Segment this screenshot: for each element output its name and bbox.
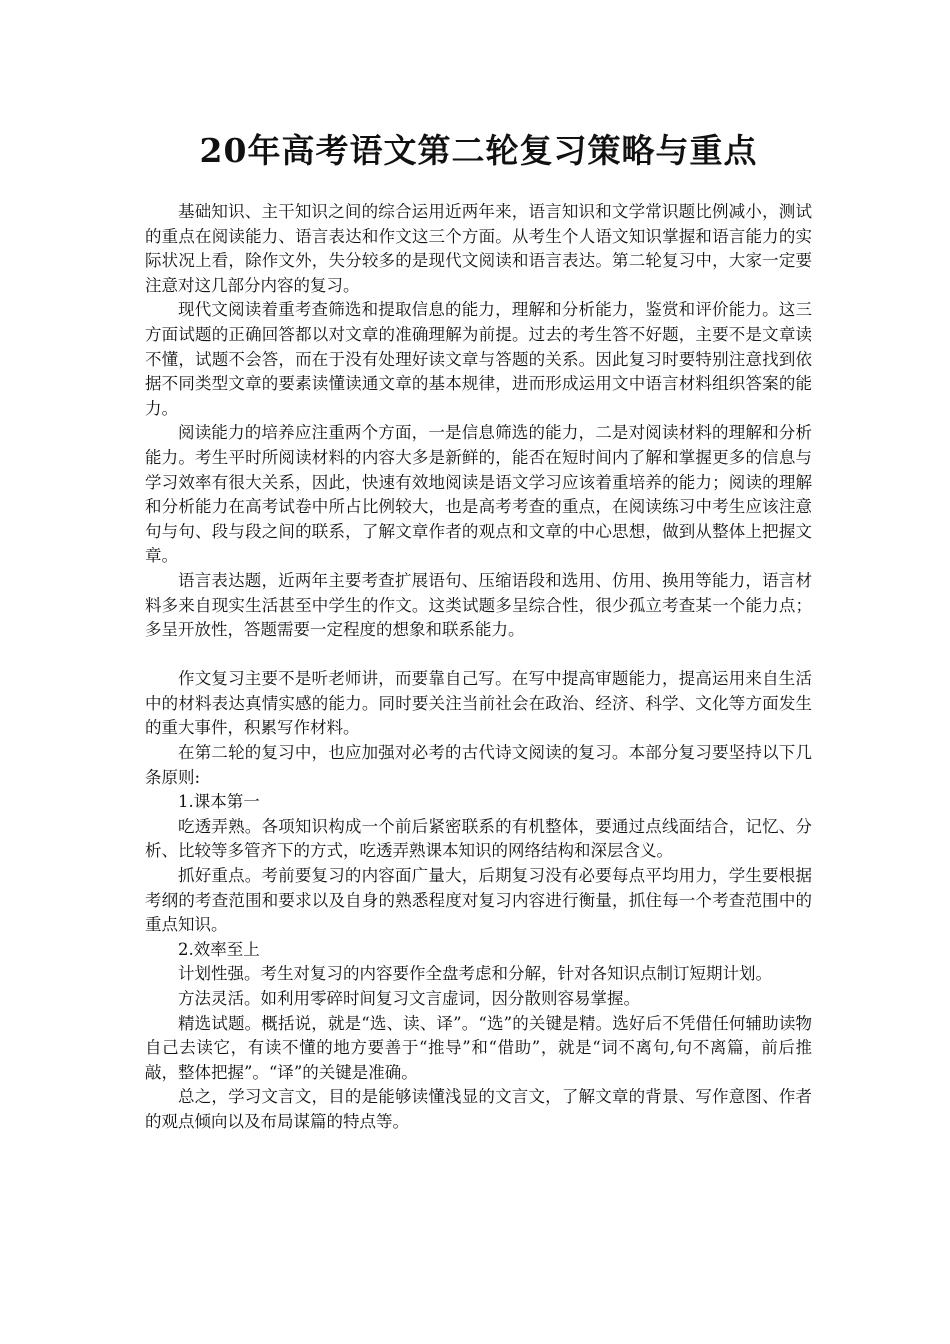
- paragraph-reading-ability: 阅读能力的培养应注重两个方面，一是信息筛选的能力，二是对阅读材料的理解和分析能力。考生平时所阅读材料的内容大多是新鲜的，能否在短时间内了解和掌握更多的信息与学习效率有很大关系，因此，快速有效地阅读是语文学习应该着重培养的能力；阅读的理解和分析能力在高考试卷中所占比例较大，也是高考考查的重点，在阅读练习中考生应该注意句与句、段与段之间的联系，了解文章作者的观点和文章的中心思想，做到从整体上把握文章。: [145, 423, 812, 566]
- paragraph-conclusion: 总之，学习文言文，目的是能够读懂浅显的文言文，了解文章的背景、写作意图、作者的观点倾向以及布局谋篇的特点等。: [145, 1087, 812, 1131]
- document-title: 20年高考语文第二轮复习策略与重点: [199, 131, 758, 170]
- document-body: [145, 200, 812, 1135]
- section-heading-efficiency-first: 2.效率至上: [178, 939, 260, 959]
- section-heading-textbook-first: 1.课本第一: [178, 792, 260, 812]
- document-page: [145, 0, 812, 1344]
- paragraph-selected-exercises: 精选试题。概括说，就是“选、读、译”。“选”的关键是精。选好后不凭借任何辅助读物自己去读它，有读不懂的地方要善于“推导”和“借助”，就是“词不离句,句不离篇，前后推敲，整体把握”。“译”的关键是准确。: [145, 1013, 812, 1082]
- paragraph-flexible-methods: 方法灵活。如利用零碎时间复习文言虚词，因分散则容易掌握。: [178, 989, 640, 1008]
- paragraph-key-points: 抓好重点。考前要复习的内容面广量大，后期复习没有必要每点平均用力，学生要根据考纲的考查范围和要求以及自身的熟悉程度对复习内容进行衡量，抓住每一个考查范围中的重点知识。: [145, 866, 812, 935]
- paragraph-planning: 计划性强。考生对复习的内容要作全盘考虑和分解，针对各知识点制订短期计划。: [178, 964, 772, 984]
- paragraph-classical-review: 在第二轮的复习中，也应加强对必考的古代诗文阅读的复习。本部分复习要坚持以下几条原则:: [145, 743, 812, 787]
- paragraph-composition: 作文复习主要不是听老师讲，而要靠自己写。在写中提高审题能力，提高运用来自生活中的材料表达真情实感的能力。同时要关注当前社会在政治、经济、科学、文化等方面发生的重大事件，积累写作材料。: [145, 669, 812, 738]
- paragraph-modern-reading: 现代文阅读着重考查筛选和提取信息的能力，理解和分析能力，鉴赏和评价能力。这三方面试题的正确回答都以对文章的准确理解为前提。过去的考生答不好题，主要不是文章读不懂，试题不会答，而在于没有处理好读文章与答题的关系。因此复习时要特别注意找到依据不同类型文章的要素读懂读通文章的基本规律，进而形成运用文中语言材料组织答案的能力。: [145, 300, 812, 418]
- paragraph-language-expression: 语言表达题，近两年主要考查扩展语句、压缩语段和选用、仿用、换用等能力，语言材料多来自现实生活甚至中学生的作文。这类试题多呈综合性，很少孤立考查某一个能力点；多呈开放性，答题需要一定程度的想象和联系能力。: [145, 570, 812, 640]
- paragraph-thorough-mastery: 吃透弄熟。各项知识构成一个前后紧密联系的有机整体，要通过点线面结合，记忆、分析、比较等多管齐下的方式，吃透弄熟课本知识的网络结构和深层含义。: [145, 816, 812, 861]
- paragraph-basics: 基础知识、主干知识之间的综合运用近两年来，语言知识和文学常识题比例减小，测试的重点在阅读能力、语言表达和作文这三个方面。从考生个人语文知识掌握和语言能力的实际状况上看，除作文外，失分较多的是现代文阅读和语言表达。第二轮复习中，大家一定要注意对这几部分内容的复习。: [145, 202, 812, 295]
